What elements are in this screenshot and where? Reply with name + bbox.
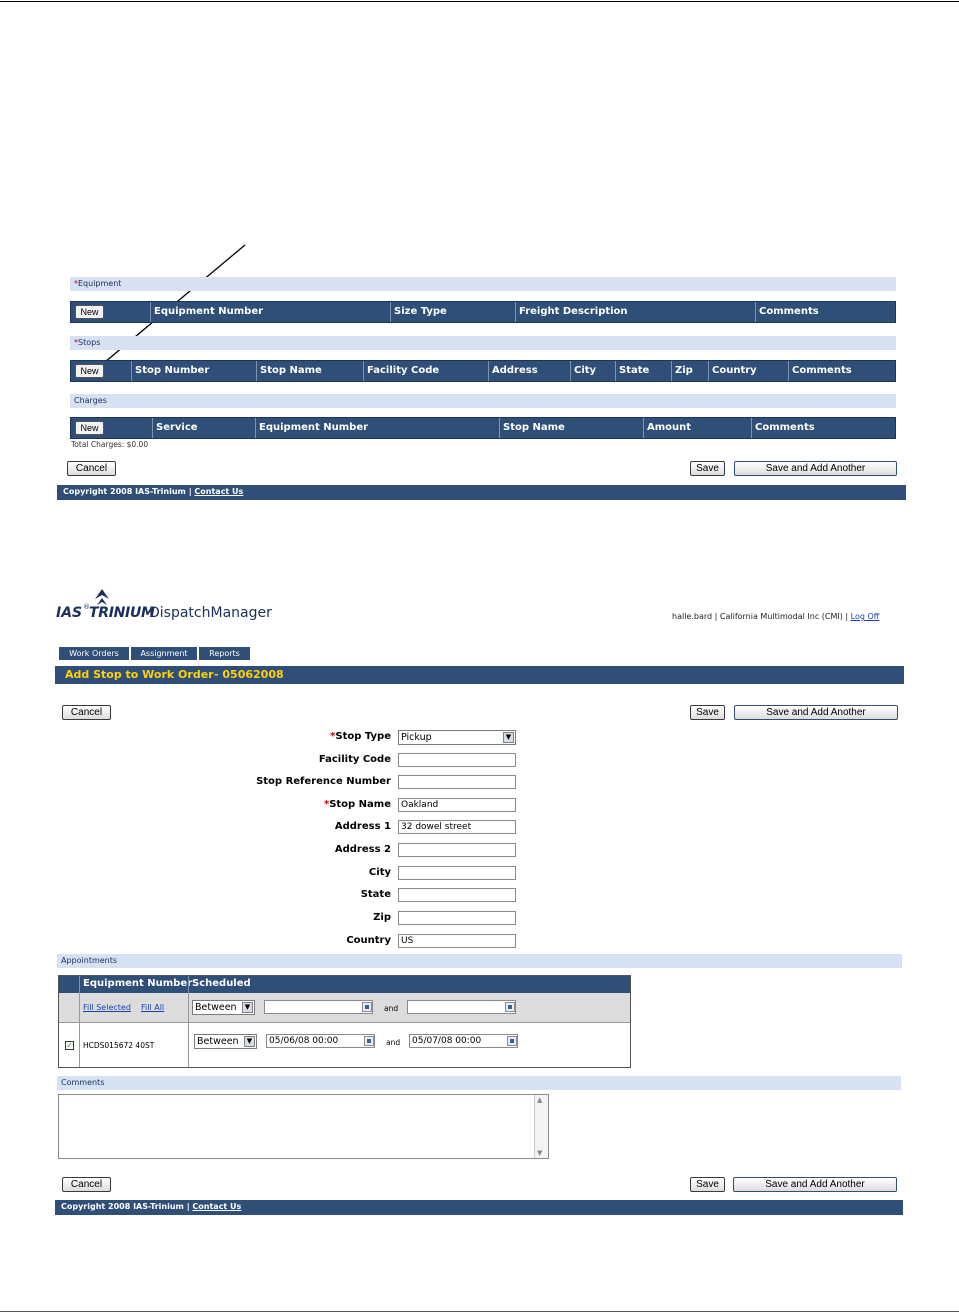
page-title: Add Stop to Work Order bbox=[65, 668, 214, 681]
stop-reference-label: Stop Reference Number bbox=[256, 776, 391, 787]
col-size-type[interactable]: Size Type bbox=[390, 302, 515, 322]
appointments-section-bar bbox=[57, 954, 902, 968]
chevron-down-icon[interactable]: ▼ bbox=[244, 1036, 255, 1047]
contact-us-link[interactable]: Contact Us bbox=[194, 487, 244, 496]
save-and-add-another-button[interactable]: Save and Add Another bbox=[733, 1177, 897, 1192]
contact-us-link[interactable]: Contact Us bbox=[192, 1202, 242, 1211]
state-input[interactable] bbox=[398, 888, 516, 902]
city-label: City bbox=[368, 867, 391, 878]
fill-all-link[interactable]: Fill All bbox=[141, 1003, 165, 1012]
col-zip[interactable]: Zip bbox=[671, 361, 708, 381]
zip-label: Zip bbox=[373, 912, 391, 923]
page-bottom-rule bbox=[0, 1311, 959, 1312]
address2-input[interactable] bbox=[398, 843, 516, 857]
col-state[interactable]: State bbox=[615, 361, 671, 381]
col-city[interactable]: City bbox=[570, 361, 615, 381]
col-divider bbox=[79, 993, 80, 1067]
equipment-section-title: Equipment bbox=[78, 279, 122, 288]
country-input[interactable]: US bbox=[398, 934, 516, 948]
stop-name-label-text: Stop Name bbox=[329, 799, 391, 810]
comments-section-bar bbox=[57, 1076, 901, 1090]
row-range-value: Between bbox=[197, 1036, 239, 1047]
brand-product: DispatchManager bbox=[149, 605, 272, 621]
col-equipment-number[interactable]: Equipment Number bbox=[83, 978, 193, 989]
filter-range-value: Between bbox=[195, 1002, 237, 1013]
equipment-grid-header bbox=[70, 301, 896, 323]
comments-textarea[interactable] bbox=[58, 1094, 549, 1159]
stop-name-input[interactable]: Oakland bbox=[398, 798, 516, 812]
footer-separator: | bbox=[188, 487, 192, 496]
calendar-icon[interactable] bbox=[507, 1036, 517, 1046]
stops-new-button[interactable]: New bbox=[75, 364, 104, 378]
work-order-number: - 05062008 bbox=[214, 668, 284, 681]
stop-type-label-text: Stop Type bbox=[335, 731, 391, 742]
row-equipment: HCDS015672 40ST bbox=[83, 1041, 155, 1050]
page-top-rule bbox=[0, 1, 959, 2]
facility-code-label: Facility Code bbox=[318, 754, 391, 765]
calendar-icon[interactable] bbox=[364, 1036, 374, 1046]
cancel-button[interactable]: Cancel bbox=[67, 461, 116, 476]
footer bbox=[55, 1200, 903, 1215]
address2-label: Address 2 bbox=[334, 844, 391, 855]
col-divider bbox=[188, 993, 189, 1067]
state-label: State bbox=[360, 889, 391, 900]
city-input[interactable] bbox=[398, 866, 516, 880]
col-facility-code[interactable]: Facility Code bbox=[363, 361, 488, 381]
col-stop-name[interactable]: Stop Name bbox=[256, 361, 363, 381]
row-from-input[interactable]: 05/06/08 00:00 bbox=[266, 1034, 375, 1048]
appointments-header-row bbox=[59, 976, 630, 993]
col-address[interactable]: Address bbox=[488, 361, 570, 381]
calendar-icon[interactable] bbox=[362, 1002, 372, 1012]
save-button[interactable]: Save bbox=[690, 705, 725, 720]
charges-section-bar bbox=[70, 394, 896, 408]
address1-label: Address 1 bbox=[334, 821, 391, 832]
brand-ias: IAS bbox=[56, 605, 83, 621]
col-stop-name[interactable]: Stop Name bbox=[499, 418, 643, 438]
brand-logo bbox=[56, 585, 276, 625]
save-button[interactable]: Save bbox=[690, 1177, 725, 1192]
and-label: and bbox=[384, 1004, 399, 1013]
save-and-add-another-button[interactable]: Save and Add Another bbox=[734, 461, 897, 476]
col-country[interactable]: Country bbox=[708, 361, 788, 381]
col-scheduled[interactable]: Scheduled bbox=[192, 978, 251, 989]
header-divider bbox=[79, 976, 80, 993]
filter-from-input[interactable] bbox=[264, 1000, 373, 1014]
stop-type-select[interactable] bbox=[398, 730, 516, 745]
row-range-select[interactable] bbox=[194, 1034, 257, 1049]
required-mark: * bbox=[323, 799, 330, 810]
chevron-down-icon[interactable]: ▼ bbox=[242, 1002, 253, 1013]
appointments-filter-row bbox=[59, 993, 630, 1022]
user-name: halle.bard bbox=[672, 612, 713, 621]
required-mark: * bbox=[74, 279, 78, 288]
filter-to-input[interactable] bbox=[407, 1000, 516, 1014]
company-name: California Multimodal Inc (CMI) bbox=[719, 612, 843, 621]
user-info bbox=[672, 612, 879, 621]
charges-section-title: Charges bbox=[74, 396, 107, 405]
filter-range-select[interactable] bbox=[192, 1000, 255, 1015]
row-to-input[interactable]: 05/07/08 00:00 bbox=[409, 1034, 518, 1048]
zip-input[interactable] bbox=[398, 911, 516, 925]
charges-new-button[interactable]: New bbox=[75, 421, 104, 435]
appointments-title: Appointments bbox=[61, 956, 118, 965]
appointments-table bbox=[58, 975, 631, 1068]
required-mark: * bbox=[330, 731, 336, 742]
save-and-add-another-button[interactable]: Save and Add Another bbox=[734, 705, 898, 720]
log-off-link[interactable]: Log Off bbox=[850, 612, 880, 621]
brand-trinium: TRINIUM bbox=[89, 605, 155, 621]
calendar-icon[interactable] bbox=[505, 1002, 515, 1012]
stops-grid-header bbox=[70, 360, 896, 382]
facility-code-input[interactable] bbox=[398, 753, 516, 767]
col-service[interactable]: Service bbox=[152, 418, 255, 438]
header-divider bbox=[188, 976, 189, 993]
stop-type-value: Pickup bbox=[401, 732, 432, 743]
country-label: Country bbox=[346, 935, 391, 946]
copyright-text: Copyright 2008 IAS-Trinium bbox=[61, 1202, 184, 1211]
col-equipment-number[interactable]: Equipment Number bbox=[255, 418, 499, 438]
chevron-down-icon[interactable]: ▼ bbox=[503, 732, 514, 743]
stop-name-label bbox=[191, 799, 391, 810]
tab-assignment[interactable]: Assignment bbox=[131, 647, 197, 660]
and-label: and bbox=[386, 1038, 401, 1047]
total-charges: Total Charges: $0.00 bbox=[71, 440, 149, 449]
row-checkbox[interactable]: ✓ bbox=[66, 1041, 73, 1050]
col-comments[interactable]: Comments bbox=[751, 418, 895, 438]
copyright-text: Copyright 2008 IAS-Trinium bbox=[63, 487, 186, 496]
logo-mark-icon bbox=[90, 585, 112, 607]
save-button[interactable]: Save bbox=[690, 461, 725, 476]
stops-section-bar bbox=[70, 336, 896, 350]
charges-grid-header bbox=[70, 417, 896, 439]
col-comments[interactable]: Comments bbox=[788, 361, 895, 381]
footer-separator: | bbox=[186, 1202, 190, 1211]
comments-title: Comments bbox=[61, 1078, 105, 1087]
cancel-button[interactable]: Cancel bbox=[62, 705, 111, 720]
scroll-down-icon[interactable]: ▼ bbox=[537, 1149, 543, 1157]
registered-icon: ® bbox=[83, 603, 90, 611]
separator: | bbox=[845, 612, 849, 621]
address1-input[interactable]: 32 dowel street bbox=[398, 820, 516, 834]
comments-scrollbar[interactable] bbox=[534, 1095, 548, 1158]
stop-type-label bbox=[191, 731, 391, 742]
stop-reference-input[interactable] bbox=[398, 775, 516, 789]
equipment-new-button[interactable]: New bbox=[75, 305, 104, 319]
stops-section-title: Stops bbox=[78, 338, 101, 347]
cancel-button[interactable]: Cancel bbox=[62, 1177, 111, 1192]
separator: | bbox=[714, 612, 718, 621]
tab-reports[interactable]: Reports bbox=[199, 647, 250, 660]
page-title-bar bbox=[55, 666, 904, 684]
equipment-section-bar bbox=[70, 277, 896, 291]
tab-work-orders[interactable]: Work Orders bbox=[59, 647, 129, 660]
col-comments[interactable]: Comments bbox=[755, 302, 895, 322]
fill-selected-link[interactable]: Fill Selected bbox=[83, 1003, 131, 1012]
col-equipment-number[interactable]: Equipment Number bbox=[150, 302, 390, 322]
required-mark: * bbox=[74, 338, 78, 347]
footer bbox=[57, 485, 906, 500]
col-stop-number[interactable]: Stop Number bbox=[131, 361, 256, 381]
scroll-up-icon[interactable]: ▲ bbox=[537, 1096, 543, 1104]
row-divider bbox=[59, 1022, 630, 1023]
col-amount[interactable]: Amount bbox=[643, 418, 751, 438]
col-freight-description[interactable]: Freight Description bbox=[515, 302, 755, 322]
